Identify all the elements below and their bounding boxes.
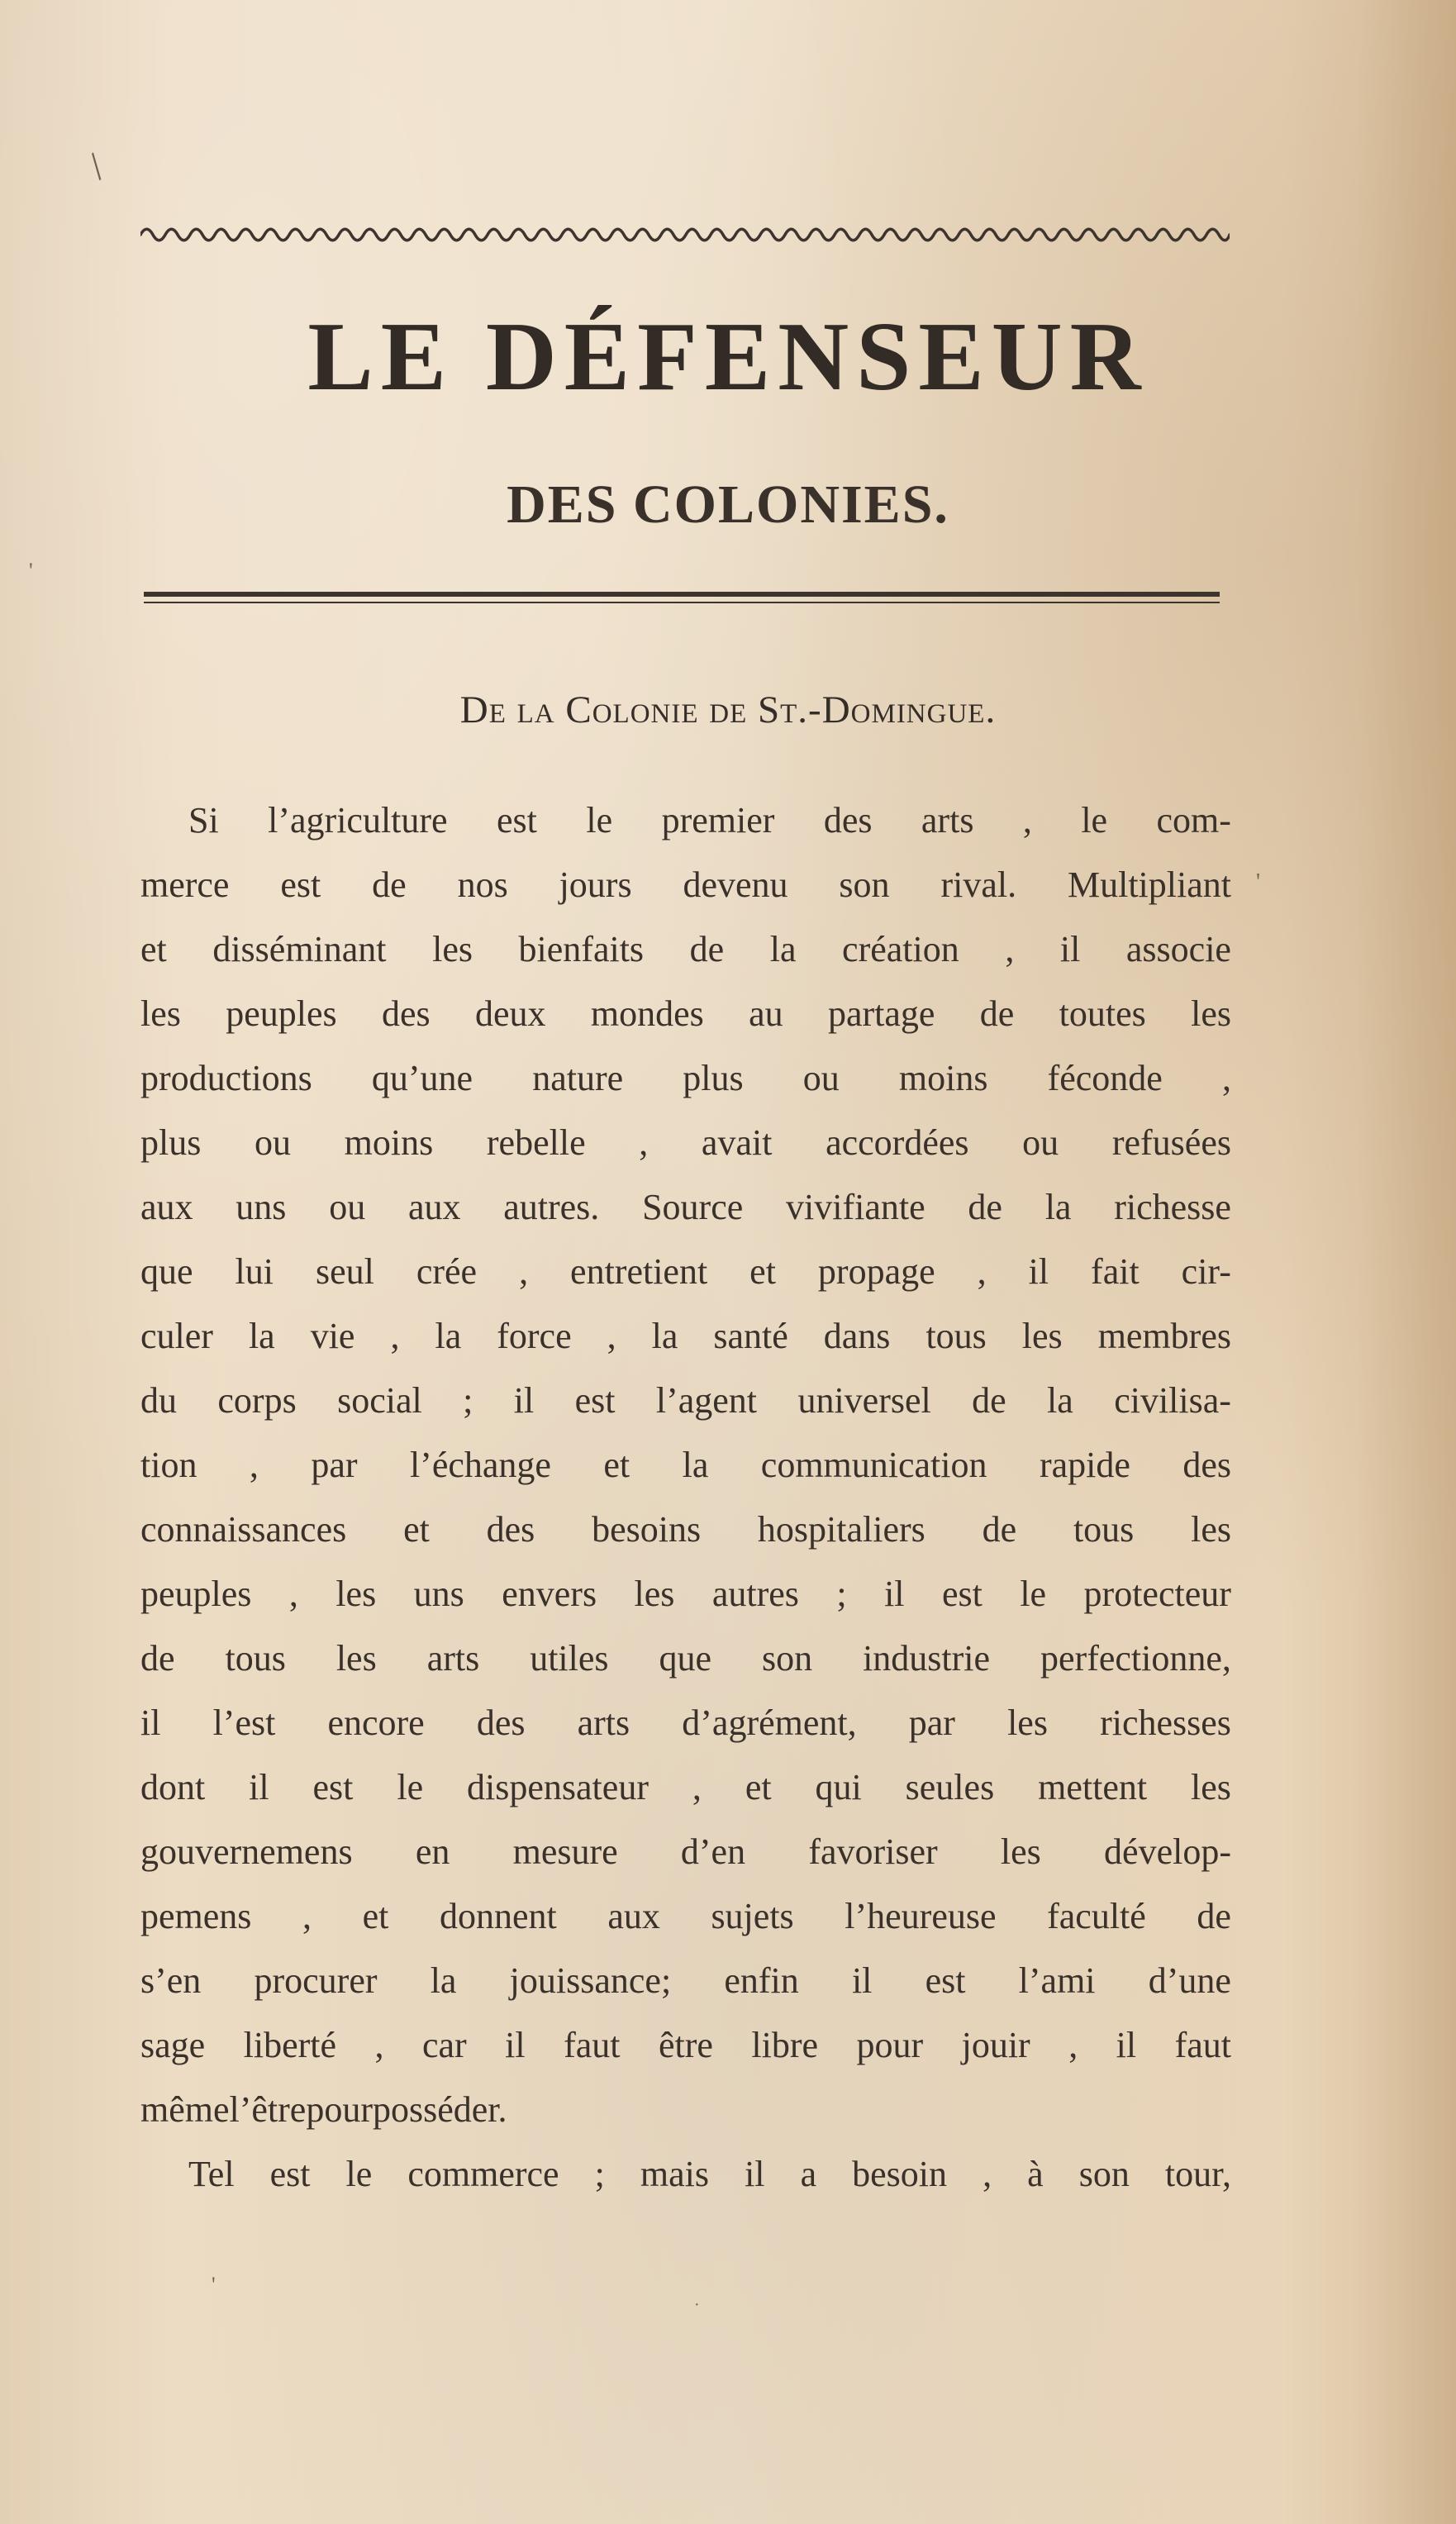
text-line: [140, 1046, 1231, 1111]
text-word: les: [335, 1638, 377, 1679]
text-word: ,: [607, 1316, 616, 1356]
text-word: ,: [302, 1896, 312, 1936]
text-word: d’agrément,: [682, 1703, 857, 1743]
text-line: [140, 1884, 1231, 1949]
text-word: de: [1197, 1896, 1231, 1936]
text-word: par: [908, 1703, 955, 1743]
text-word: devenu: [683, 864, 788, 905]
text-word: des: [476, 1703, 526, 1743]
text-word: libre: [751, 2025, 819, 2065]
text-word: les: [432, 929, 473, 969]
text-word: moins: [344, 1122, 434, 1163]
text-word: social: [337, 1380, 422, 1421]
text-word: et: [140, 929, 167, 969]
text-word: aux: [140, 1187, 193, 1227]
text-word: il: [1059, 929, 1081, 969]
text-word: ;: [836, 1574, 847, 1614]
text-word: dont: [140, 1767, 206, 1807]
text-word: qu’une: [371, 1058, 473, 1098]
text-word: ,: [390, 1316, 400, 1356]
text-word: ,: [639, 1122, 649, 1163]
text-word: la: [435, 1316, 462, 1356]
text-word: envers: [502, 1574, 597, 1614]
text-line: [140, 788, 1231, 853]
text-word: disséminant: [212, 929, 387, 969]
text-word: dévelop-: [1104, 1831, 1231, 1872]
text-word: la: [430, 1960, 457, 2001]
text-word: perfectionne,: [1040, 1638, 1231, 1679]
text-line: [140, 1433, 1231, 1498]
text-word: l’est: [212, 1703, 276, 1743]
text-word: et: [403, 1509, 430, 1550]
text-word: la: [769, 929, 797, 969]
text-word: il: [1028, 1251, 1049, 1292]
text-word: la: [248, 1316, 275, 1356]
text-word: ,: [977, 1251, 987, 1292]
text-word: encore: [327, 1703, 425, 1743]
text-word: est: [312, 1767, 354, 1807]
text-word: son: [761, 1638, 813, 1679]
text-word: le: [586, 800, 613, 841]
text-word: a: [800, 2154, 817, 2194]
text-word: donnent: [439, 1896, 557, 1936]
text-word: de: [979, 993, 1015, 1034]
text-word: il: [1116, 2025, 1137, 2065]
text-word: il: [851, 1960, 873, 2001]
text-word: l’agriculture: [268, 800, 448, 841]
text-word: il: [140, 1703, 161, 1743]
text-word: les: [140, 993, 181, 1034]
text-word: fait: [1091, 1251, 1140, 1292]
text-word: besoins: [592, 1509, 702, 1550]
text-word: les: [1007, 1703, 1048, 1743]
text-word: et: [749, 1251, 776, 1292]
text-word: ,: [1005, 929, 1015, 969]
text-word: vie: [310, 1316, 355, 1356]
text-word: partage: [827, 993, 935, 1034]
text-word: son: [1078, 2154, 1130, 2194]
text-line: [140, 1949, 1231, 2013]
text-word: uns: [413, 1574, 464, 1614]
text-word: ,: [249, 1445, 259, 1485]
text-word: et: [603, 1445, 630, 1485]
text-word: gouvernemens: [140, 1831, 353, 1872]
text-word: rebelle: [486, 1122, 586, 1163]
text-word: mesure: [512, 1831, 618, 1872]
text-word: il: [249, 1767, 269, 1807]
text-word: deux: [474, 993, 546, 1034]
text-word: mais: [640, 2154, 710, 2194]
text-word: ou: [255, 1122, 292, 1163]
text-word: mondes: [590, 993, 704, 1034]
text-word: rival.: [940, 864, 1017, 905]
text-line: [140, 1175, 1231, 1240]
text-word: des: [1182, 1445, 1231, 1485]
text-word: culer: [140, 1316, 213, 1356]
text-word: aux: [407, 1187, 461, 1227]
text-word: à: [1027, 2154, 1044, 2194]
text-word: pemens: [140, 1896, 252, 1936]
text-word: corps: [217, 1380, 297, 1421]
text-word: peuples: [226, 993, 337, 1034]
text-line: [140, 2078, 1231, 2142]
text-word: arts: [577, 1703, 630, 1743]
text-line: [140, 2142, 1231, 2207]
text-word: création: [842, 929, 959, 969]
text-word: force: [497, 1316, 572, 1356]
text-word: vivifiante: [786, 1187, 925, 1227]
text-word: propage: [817, 1251, 935, 1292]
text-word: l’ami: [1018, 1960, 1096, 2001]
text-word: son: [839, 864, 890, 905]
text-word: arts: [921, 800, 974, 841]
text-line: [140, 2013, 1231, 2078]
text-word: tous: [925, 1316, 987, 1356]
text-word: plus: [683, 1058, 744, 1098]
text-word: communication: [760, 1445, 987, 1485]
text-word: la: [1047, 1380, 1073, 1421]
body-text: [140, 788, 1231, 2207]
text-line: [140, 1304, 1231, 1369]
text-word: jouissance;: [509, 1960, 672, 2001]
text-word: les: [1000, 1831, 1041, 1872]
text-word: industrie: [863, 1638, 991, 1679]
text-word: être: [658, 2025, 713, 2065]
text-word: s’en: [140, 1960, 202, 2001]
text-word: richesse: [1114, 1187, 1231, 1227]
text-word: tous: [1073, 1509, 1135, 1550]
text-word: moins: [898, 1058, 988, 1098]
text-word: commerce: [407, 2154, 559, 2194]
text-word: de: [372, 864, 407, 905]
text-word: les: [1191, 1509, 1231, 1550]
text-word: jours: [559, 864, 632, 905]
text-word: ,: [288, 1574, 298, 1614]
text-word: Si: [188, 800, 219, 841]
text-word: le: [397, 1767, 424, 1807]
text-word: rapide: [1039, 1445, 1130, 1485]
text-line: [140, 1755, 1231, 1820]
text-word: mettent: [1038, 1767, 1148, 1807]
text-word: tour,: [1164, 2154, 1231, 2194]
text-word: entretient: [570, 1251, 708, 1292]
text-line: [140, 982, 1231, 1046]
text-word: richesses: [1100, 1703, 1231, 1743]
text-word: est: [269, 2154, 311, 2194]
text-word: tous: [225, 1638, 286, 1679]
title-rule-thin: [144, 602, 1220, 603]
text-word: hospitaliers: [757, 1509, 925, 1550]
text-word: par: [311, 1445, 358, 1485]
text-word: il: [513, 1380, 535, 1421]
text-word: aux: [607, 1896, 660, 1936]
text-word: est: [574, 1380, 616, 1421]
page-subtitle: DES COLONIES.: [507, 474, 949, 535]
text-word: jouir: [961, 2025, 1030, 2065]
text-word: crée: [416, 1251, 478, 1292]
text-word: faut: [564, 2025, 621, 2065]
text-word: la: [1044, 1187, 1072, 1227]
text-word: il: [505, 2025, 526, 2065]
text-word: civilisa-: [1114, 1380, 1231, 1421]
text-word: qui: [815, 1767, 862, 1807]
text-word: car: [421, 2025, 467, 2065]
text-word: est: [925, 1960, 966, 2001]
stray-mark: /: [79, 145, 114, 188]
text-word: connaissances: [140, 1509, 347, 1550]
text-word: les: [335, 1574, 377, 1614]
text-word: nature: [532, 1058, 624, 1098]
text-word: ;: [463, 1380, 473, 1421]
text-line: [140, 1498, 1231, 1562]
text-line: [140, 1820, 1231, 1884]
text-word: est: [280, 864, 321, 905]
text-word: la: [651, 1316, 678, 1356]
text-line: [140, 853, 1231, 917]
wavy-ornament-border: [140, 226, 1230, 244]
text-word: autres: [711, 1574, 799, 1614]
text-word: seules: [905, 1767, 995, 1807]
text-word: ,: [692, 1767, 702, 1807]
text-word: Source: [642, 1187, 744, 1227]
text-word: de: [689, 929, 725, 969]
text-word: ,: [374, 2025, 384, 2065]
text-word: plus: [140, 1122, 202, 1163]
text-word: les: [1021, 1316, 1063, 1356]
text-word: il: [884, 1574, 905, 1614]
text-word: d’une: [1148, 1960, 1231, 2001]
text-word: l’être: [229, 2089, 307, 2130]
text-word: dans: [823, 1316, 891, 1356]
text-word: l’échange: [409, 1445, 551, 1485]
text-word: le: [345, 2154, 373, 2194]
text-word: féconde: [1047, 1058, 1163, 1098]
text-word: enfin: [724, 1960, 799, 2001]
text-word: est: [497, 800, 537, 841]
text-word: cir-: [1181, 1251, 1231, 1292]
text-word: des: [823, 800, 873, 841]
text-word: refusées: [1111, 1122, 1231, 1163]
stray-mark: ·: [694, 2296, 700, 2314]
text-word: faut: [1174, 2025, 1231, 2065]
text-word: ,: [1022, 800, 1032, 841]
text-word: ou: [329, 1187, 366, 1227]
text-word: et: [745, 1767, 772, 1807]
stray-mark: ': [29, 559, 33, 583]
text-word: sujets: [711, 1896, 794, 1936]
stray-mark: ': [212, 2273, 216, 2297]
text-word: arts: [426, 1638, 480, 1679]
text-word: Multipliant: [1067, 864, 1231, 905]
text-word: la: [682, 1445, 709, 1485]
text-line: [140, 1626, 1231, 1691]
text-word: universel: [797, 1380, 931, 1421]
section-heading: De la Colonie de St.-Domingue.: [459, 688, 997, 731]
text-word: com-: [1156, 800, 1231, 841]
text-word: est: [941, 1574, 983, 1614]
text-word: que: [140, 1251, 193, 1292]
text-word: faculté: [1047, 1896, 1146, 1936]
text-word: même: [140, 2089, 230, 2130]
title-rule-thick: [144, 592, 1220, 597]
text-word: merce: [140, 864, 230, 905]
text-word: dispensateur: [467, 1767, 649, 1807]
text-word: que: [659, 1638, 712, 1679]
text-word: avait: [701, 1122, 773, 1163]
text-word: nos: [457, 864, 508, 905]
text-word: toutes: [1059, 993, 1146, 1034]
page-title: LE DÉFENSEUR: [307, 302, 1149, 411]
text-word: membres: [1097, 1316, 1231, 1356]
text-word: des: [486, 1509, 535, 1550]
text-word: de: [982, 1509, 1017, 1550]
text-word: posséder.: [372, 2089, 507, 2130]
text-word: au: [749, 993, 783, 1034]
text-word: en: [415, 1831, 450, 1872]
text-word: procurer: [254, 1960, 378, 2001]
text-word: seul: [315, 1251, 374, 1292]
text-word: Tel: [188, 2154, 235, 2194]
text-line: [140, 1369, 1231, 1433]
text-word: ,: [1068, 2025, 1078, 2065]
text-word: d’en: [680, 1831, 746, 1872]
text-line: [140, 1240, 1231, 1304]
text-line: [140, 917, 1231, 982]
text-word: ;: [594, 2154, 605, 2194]
text-word: accordées: [826, 1122, 969, 1163]
text-word: santé: [713, 1316, 788, 1356]
text-line: [140, 1562, 1231, 1626]
text-word: les: [1191, 993, 1231, 1034]
text-word: il: [745, 2154, 765, 2194]
text-word: sage: [140, 2025, 206, 2065]
text-word: liberté: [243, 2025, 337, 2065]
text-word: peuples: [140, 1574, 252, 1614]
text-word: les: [634, 1574, 675, 1614]
text-word: le: [1020, 1574, 1047, 1614]
stray-mark: ': [1256, 869, 1261, 895]
text-word: l’heureuse: [845, 1896, 997, 1936]
text-word: ou: [1022, 1122, 1059, 1163]
text-word: premier: [661, 800, 775, 841]
text-word: de: [972, 1380, 1006, 1421]
text-word: ,: [519, 1251, 529, 1292]
text-word: pour: [856, 2025, 924, 2065]
text-word: protecteur: [1083, 1574, 1231, 1614]
text-word: pour: [306, 2089, 373, 2130]
text-word: productions: [140, 1058, 312, 1098]
text-word: tion: [140, 1445, 197, 1485]
text-word: des: [381, 993, 431, 1034]
text-word: de: [140, 1638, 175, 1679]
text-word: de: [968, 1187, 1002, 1227]
text-word: autres.: [503, 1187, 600, 1227]
text-word: ,: [1221, 1058, 1231, 1098]
text-word: le: [1081, 800, 1108, 841]
text-word: ou: [802, 1058, 840, 1098]
text-word: l’agent: [655, 1380, 758, 1421]
text-word: du: [140, 1380, 177, 1421]
text-word: les: [1191, 1767, 1231, 1807]
text-word: besoin: [852, 2154, 948, 2194]
text-word: associe: [1125, 929, 1231, 969]
text-word: lui: [235, 1251, 274, 1292]
text-word: favoriser: [808, 1831, 938, 1872]
text-word: ,: [983, 2154, 992, 2194]
text-word: bienfaits: [518, 929, 645, 969]
text-line: [140, 1691, 1231, 1755]
text-word: uns: [236, 1187, 287, 1227]
text-word: utiles: [530, 1638, 609, 1679]
text-line: [140, 1111, 1231, 1175]
text-word: et: [362, 1896, 389, 1936]
